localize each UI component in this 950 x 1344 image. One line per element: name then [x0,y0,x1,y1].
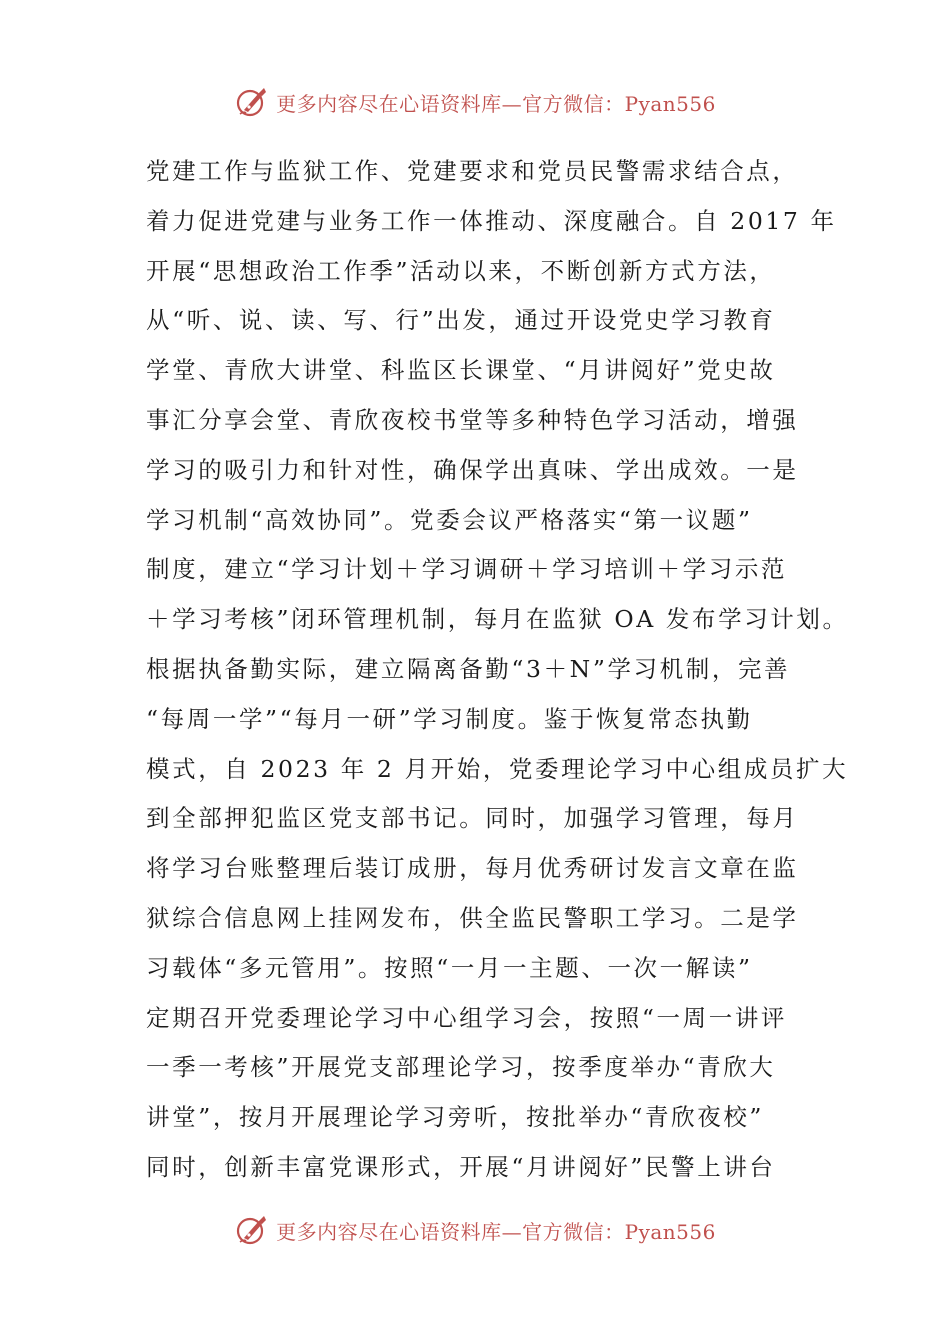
text-line: 习载体“多元管用”。按照“一月一主题、一次一解读” [146,953,753,982]
footer-banner [0,1210,950,1250]
text-line: 学习机制“高效协同”。党委会议严格落实“第一议题” [146,505,753,534]
text-line: 事汇分享会堂、青欣夜校书堂等多种特色学习活动，增强 [146,405,799,434]
text-line: 制度，建立“学习计划＋学习调研＋学习培训＋学习示范 [146,555,788,584]
text-line: 根据执备勤实际，建立隔离备勤“3＋N”学习机制，完善 [146,654,791,683]
header-banner-text: 更多内容尽在心语资料库—官方微信：Pyan556 [276,91,716,116]
text-line: 着力促进党建与业务工作一体推动、深度融合。自 2017 年 [146,206,837,235]
text-line: 从“听、说、读、写、行”出发，通过开设党史学习教育 [146,306,776,335]
text-line: 将学习台账整理后装订成册，每月优秀研讨发言文章在监 [146,854,799,883]
footer-banner-text: 更多内容尽在心语资料库—官方微信：Pyan556 [276,1219,716,1244]
text-line: 开展“思想政治工作季”活动以来，不断创新方式方法， [146,256,776,285]
text-line: 学习的吸引力和针对性，确保学出真味、学出成效。一是 [146,455,799,484]
text-line: 到全部押犯监区党支部书记。同时，加强学习管理，每月 [146,804,799,833]
text-line: 模式，自 2023 年 2 月开始，党委理论学习中心组成员扩大 [146,754,849,783]
text-line: 讲堂”，按月开展理论学习旁听，按批举办“青欣夜校” [146,1103,765,1132]
text-line: 狱综合信息网上挂网发布，供全监民警职工学习。二是学 [146,903,799,932]
text-line: “每周一学”“每月一研”学习制度。鉴于恢复常态执勤 [146,704,753,733]
text-line: 学堂、青欣大讲堂、科监区长课堂、“月讲阅好”党史故 [146,356,776,385]
document-body [146,147,849,1193]
text-line: 定期召开党委理论学习中心组学习会，按照“一周一讲评 [146,1003,788,1032]
pen-nib-logo-icon [234,84,270,120]
text-line: ＋学习考核”闭环管理机制，每月在监狱 OA 发布学习计划。 [146,605,849,634]
header-banner [0,82,950,122]
text-line: 党建工作与监狱工作、党建要求和党员民警需求结合点， [146,157,799,185]
pen-nib-logo-icon [234,1212,270,1248]
footer-banner-content [234,1212,716,1248]
text-line: 同时，创新丰富党课形式，开展“月讲阅好”民警上讲台 [146,1152,776,1181]
header-banner-content [234,84,716,120]
text-line: 一季一考核”开展党支部理论学习，按季度举办“青欣大 [146,1053,776,1082]
